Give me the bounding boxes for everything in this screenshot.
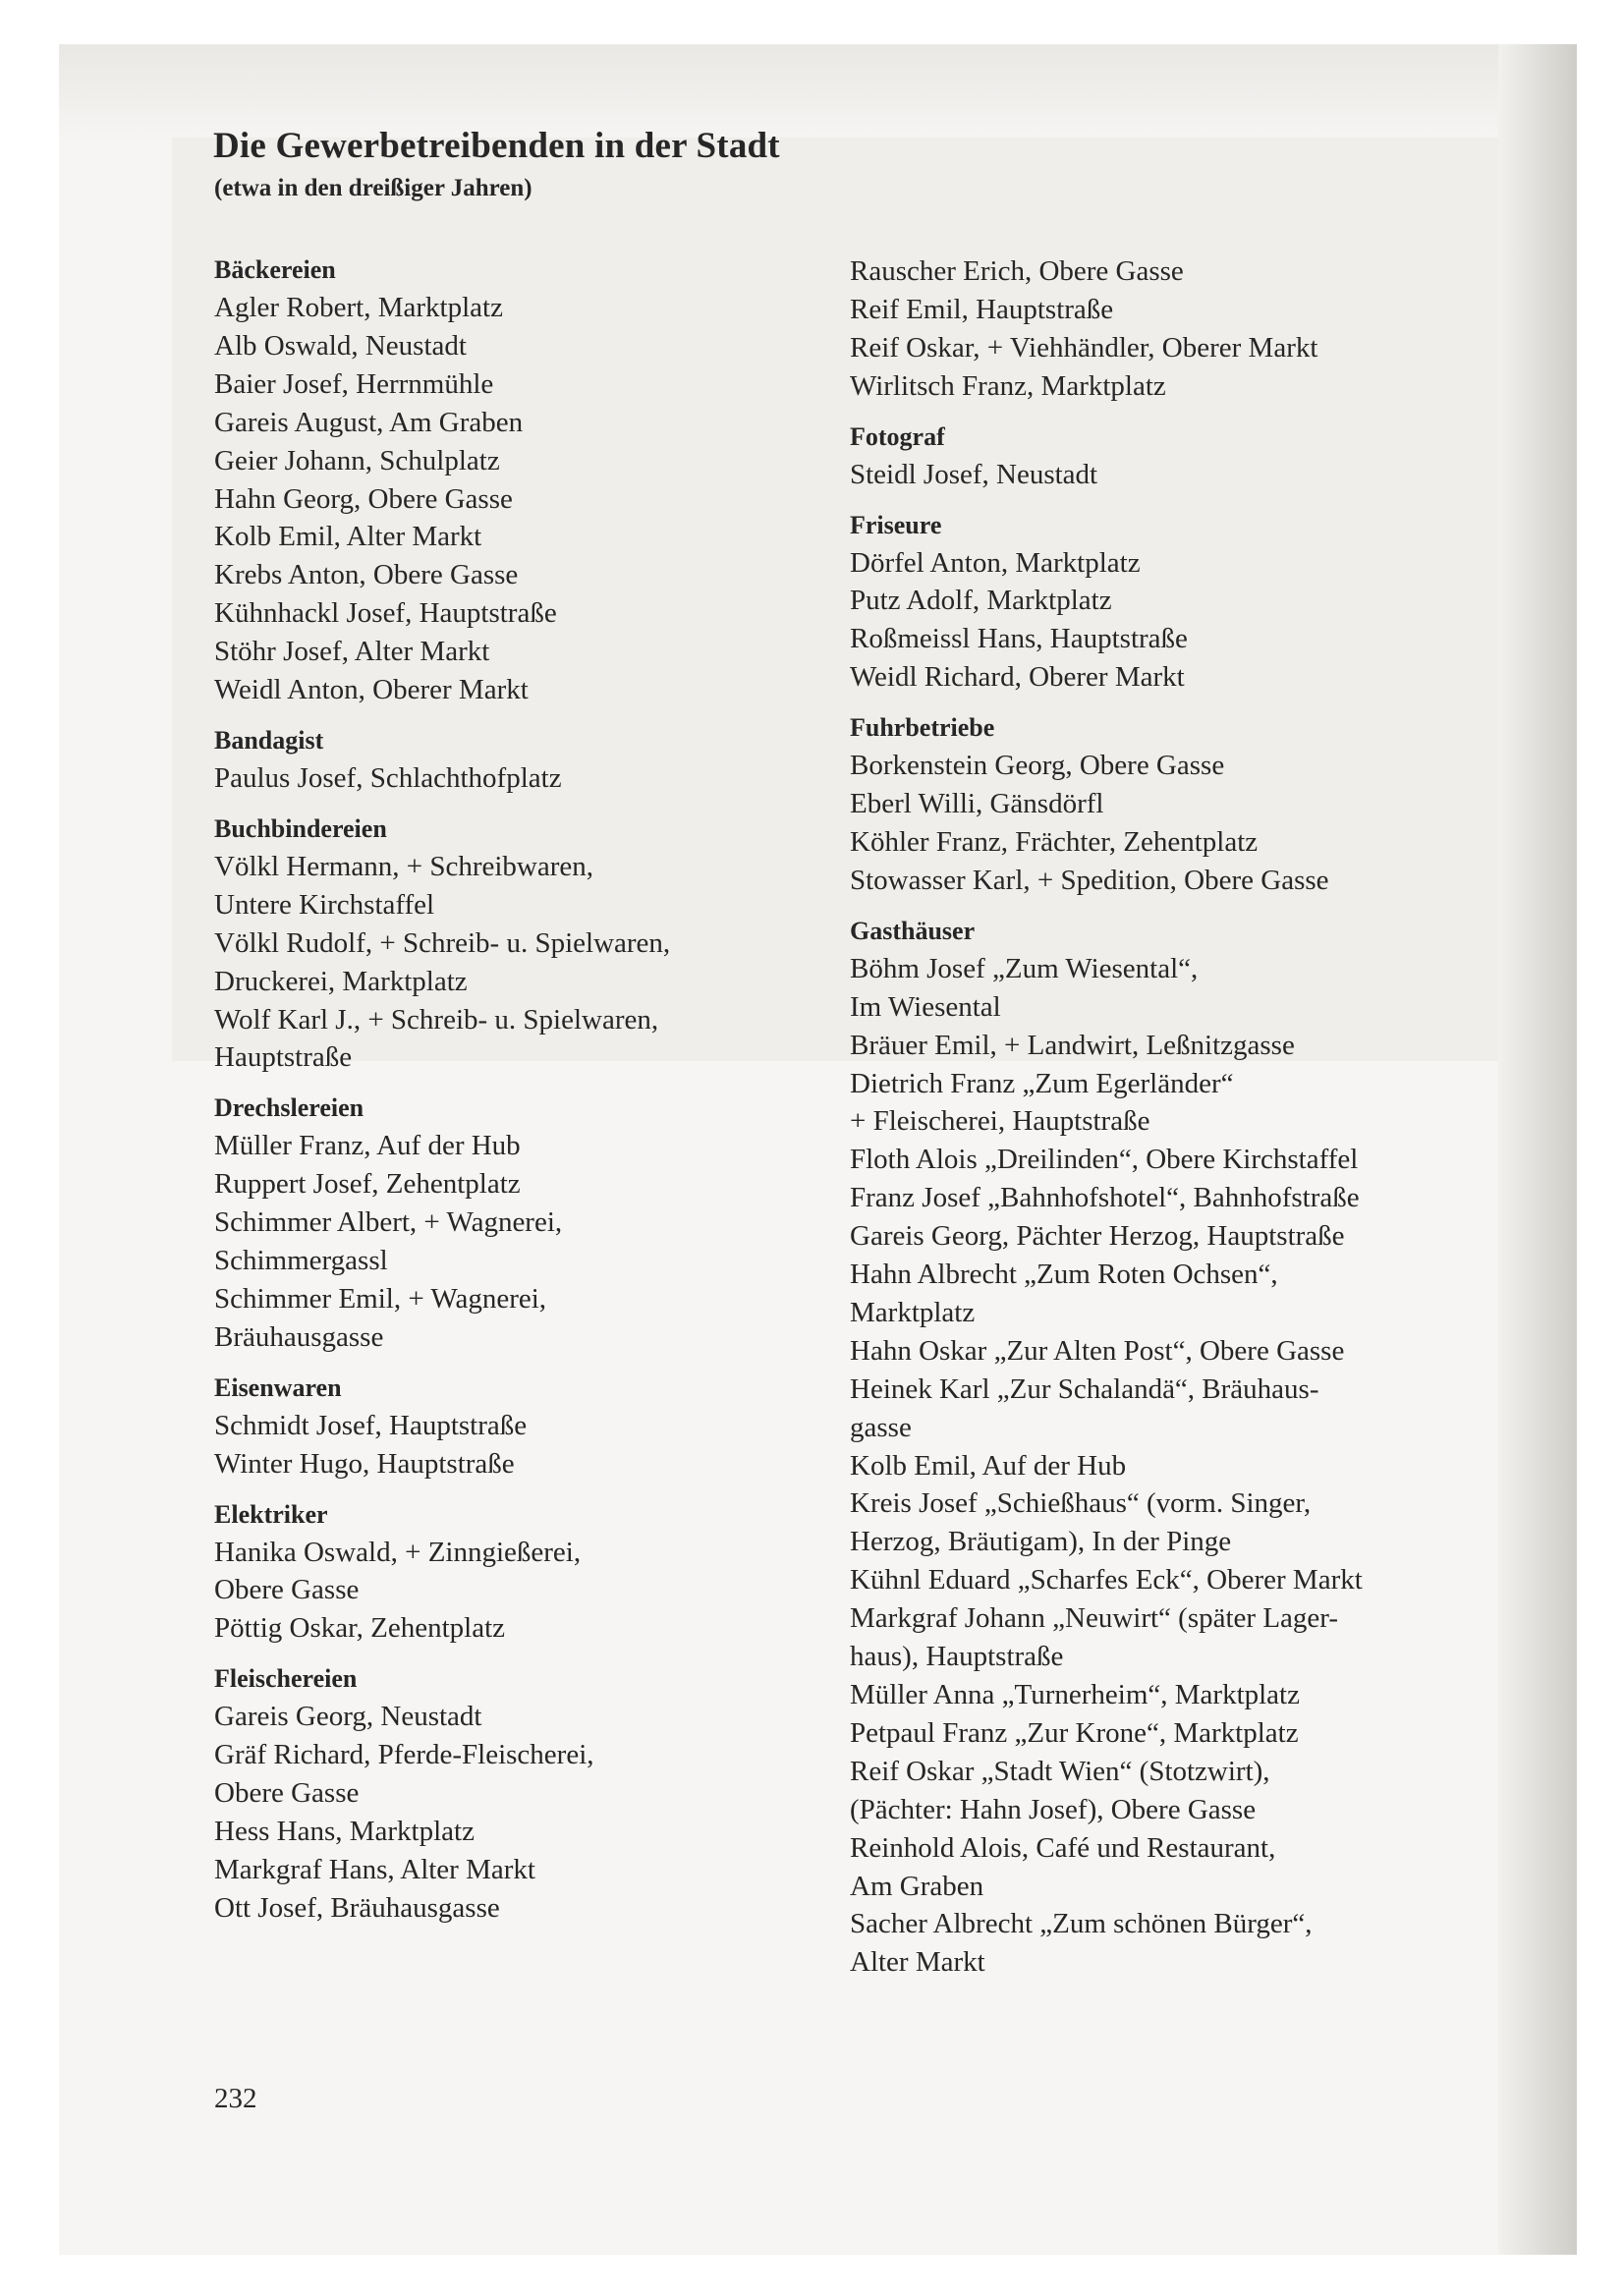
directory-entry: Kolb Emil, Auf der Hub [850, 1449, 1127, 1482]
directory-entry: Dietrich Franz „Zum Egerländer“ [850, 1067, 1234, 1099]
page-title: Die Gewerbetreibenden in der Stadt [213, 126, 780, 166]
directory-entry: Reinhold Alois, Café und Restaurant, [850, 1831, 1276, 1864]
directory-entry: Alb Oswald, Neustadt [214, 329, 467, 362]
directory-entry: Paulus Josef, Schlachthofplatz [214, 761, 562, 794]
directory-entry: Kühnhackl Josef, Hauptstraße [214, 597, 557, 630]
directory-entry: Kolb Emil, Alter Markt [214, 521, 482, 553]
directory-entry: Pöttig Oskar, Zehentplatz [214, 1612, 506, 1645]
directory-entry: Weidl Anton, Oberer Markt [214, 674, 529, 706]
directory-entry: Reif Emil, Hauptstraße [850, 293, 1114, 325]
directory-section [214, 1370, 843, 1484]
directory-entry: Schimmer Emil, + Wagnerei, [214, 1282, 547, 1315]
left-column [214, 252, 843, 1940]
directory-entry: Wirlitsch Franz, Marktplatz [850, 369, 1166, 402]
directory-entry: Franz Josef „Bahnhofshotel“, Bahnhofstraße [850, 1182, 1360, 1214]
directory-entry: Schimmer Albert, + Wagnerei, [214, 1206, 563, 1239]
directory-entry: Heinek Karl „Zur Schalandä“, Bräuhaus- [850, 1372, 1319, 1405]
section-heading: Bäckereien [214, 255, 336, 284]
directory-entry: Hahn Oskar „Zur Alten Post“, Obere Gasse [850, 1334, 1345, 1367]
directory-section [850, 252, 1518, 406]
page-number: 232 [214, 2083, 257, 2114]
section-heading: Gasthäuser [850, 916, 976, 945]
section-heading: Friseure [850, 510, 942, 539]
directory-entry: Kühnl Eduard „Scharfes Eck“, Oberer Markt [850, 1564, 1363, 1596]
directory-entry: Reif Oskar „Stadt Wien“ (Stotzwirt), [850, 1755, 1270, 1787]
section-heading: Fuhrbetriebe [850, 713, 995, 743]
directory-entry: Völkl Rudolf, + Schreib- u. Spielwaren, [214, 926, 671, 959]
directory-section [214, 722, 843, 798]
directory-entry: Stöhr Josef, Alter Markt [214, 636, 490, 668]
section-heading: Fleischereien [214, 1664, 358, 1694]
directory-section [214, 1660, 843, 1927]
directory-entry: Putz Adolf, Marktplatz [850, 585, 1112, 617]
directory-entry: Ruppert Josef, Zehentplatz [214, 1168, 521, 1201]
directory-entry: Eberl Willi, Gänsdörfl [850, 788, 1104, 820]
directory-entry: Gareis Georg, Neustadt [214, 1701, 482, 1733]
directory-entry: haus), Hauptstraße [850, 1641, 1064, 1673]
directory-entry: Floth Alois „Dreilinden“, Obere Kirchstaffel [850, 1144, 1359, 1176]
directory-entry: Druckerei, Marktplatz [214, 965, 468, 997]
directory-entry: Wolf Karl J., + Schreib- u. Spielwaren, [214, 1003, 659, 1036]
directory-entry: Roßmeissl Hans, Hauptstraße [850, 623, 1188, 655]
directory-entry: Rauscher Erich, Obere Gasse [850, 255, 1184, 287]
directory-entry: Schimmergassl [214, 1245, 388, 1277]
directory-entry: Obere Gasse [214, 1574, 360, 1606]
section-heading: Drechslereien [214, 1093, 364, 1123]
directory-entry: Im Wiesental [850, 990, 1001, 1023]
section-heading: Eisenwaren [214, 1372, 342, 1402]
directory-entry: + Fleischerei, Hauptstraße [850, 1105, 1150, 1138]
directory-entry: Untere Kirchstaffel [214, 888, 435, 921]
section-heading: Bandagist [214, 725, 324, 755]
directory-entry: Müller Anna „Turnerheim“, Marktplatz [850, 1679, 1300, 1710]
directory-entry: Agler Robert, Marktplatz [214, 292, 503, 323]
directory-entry: Gräf Richard, Pferde-Fleischerei, [214, 1739, 594, 1771]
directory-section [214, 252, 843, 709]
directory-entry: Hess Hans, Marktplatz [214, 1816, 475, 1847]
directory-entry: Am Graben [850, 1870, 984, 1902]
directory-entry: Alter Markt [850, 1946, 985, 1979]
directory-entry: Dörfel Anton, Marktplatz [850, 546, 1141, 579]
directory-section [850, 709, 1518, 900]
directory-entry: Völkl Hermann, + Schreibwaren, [214, 850, 593, 882]
section-heading: Elektriker [214, 1499, 328, 1529]
directory-entry: Reif Oskar, + Viehhändler, Oberer Markt [850, 331, 1318, 364]
directory-entry: Gareis August, Am Graben [214, 406, 524, 438]
directory-entry: Sacher Albrecht „Zum schönen Bürger“, [850, 1908, 1313, 1940]
directory-entry: Böhm Josef „Zum Wiesental“, [850, 952, 1199, 984]
directory-entry: gasse [850, 1411, 912, 1443]
page-subtitle: (etwa in den dreißiger Jahren) [214, 175, 532, 201]
directory-entry: Steidl Josef, Neustadt [850, 458, 1098, 490]
directory-entry: Hanika Oswald, + Zinngießerei, [214, 1536, 582, 1568]
directory-entry: Schmidt Josef, Hauptstraße [214, 1409, 528, 1441]
directory-entry: Hauptstraße [214, 1041, 353, 1074]
directory-entry: Geier Johann, Schulplatz [214, 444, 500, 476]
directory-entry: Müller Franz, Auf der Hub [214, 1130, 521, 1162]
directory-entry: Hahn Georg, Obere Gasse [214, 482, 513, 515]
directory-entry: Weidl Richard, Oberer Markt [850, 661, 1185, 694]
directory-section [850, 419, 1518, 494]
directory-entry: Kreis Josef „Schießhaus“ (vorm. Singer, [850, 1487, 1312, 1520]
directory-entry: Stowasser Karl, + Spedition, Obere Gasse [850, 864, 1329, 896]
directory-entry: Bräuhausgasse [214, 1320, 384, 1353]
directory-entry: Hahn Albrecht „Zum Roten Ochsen“, [850, 1259, 1278, 1291]
directory-section [850, 507, 1518, 698]
right-column [850, 252, 1518, 1994]
directory-section [850, 913, 1518, 1982]
directory-entry: Köhler Franz, Frächter, Zehentplatz [850, 825, 1259, 858]
directory-entry: Obere Gasse [214, 1777, 360, 1810]
directory-entry: Bräuer Emil, + Landwirt, Leßnitzgasse [850, 1029, 1295, 1061]
directory-entry: Baier Josef, Herrnmühle [214, 367, 494, 400]
directory-entry: Krebs Anton, Obere Gasse [214, 559, 519, 591]
directory-section [214, 811, 843, 1077]
directory-entry: Ott Josef, Bräuhausgasse [214, 1891, 500, 1924]
directory-entry: Petpaul Franz „Zur Krone“, Marktplatz [850, 1716, 1299, 1749]
directory-entry: Gareis Georg, Pächter Herzog, Hauptstraße [850, 1220, 1345, 1253]
directory-entry: (Pächter: Hahn Josef), Obere Gasse [850, 1793, 1257, 1825]
directory-entry: Markgraf Johann „Neuwirt“ (später Lager- [850, 1602, 1339, 1635]
directory-entry: Borkenstein Georg, Obere Gasse [850, 750, 1225, 782]
directory-entry: Marktplatz [850, 1296, 976, 1328]
section-heading: Fotograf [850, 421, 945, 451]
section-heading: Buchbindereien [214, 813, 387, 843]
directory-entry: Herzog, Bräutigam), In der Pinge [850, 1526, 1232, 1558]
directory-entry: Markgraf Hans, Alter Markt [214, 1853, 535, 1885]
directory-entry: Winter Hugo, Hauptstraße [214, 1447, 515, 1480]
directory-section [214, 1090, 843, 1356]
directory-section [214, 1496, 843, 1649]
